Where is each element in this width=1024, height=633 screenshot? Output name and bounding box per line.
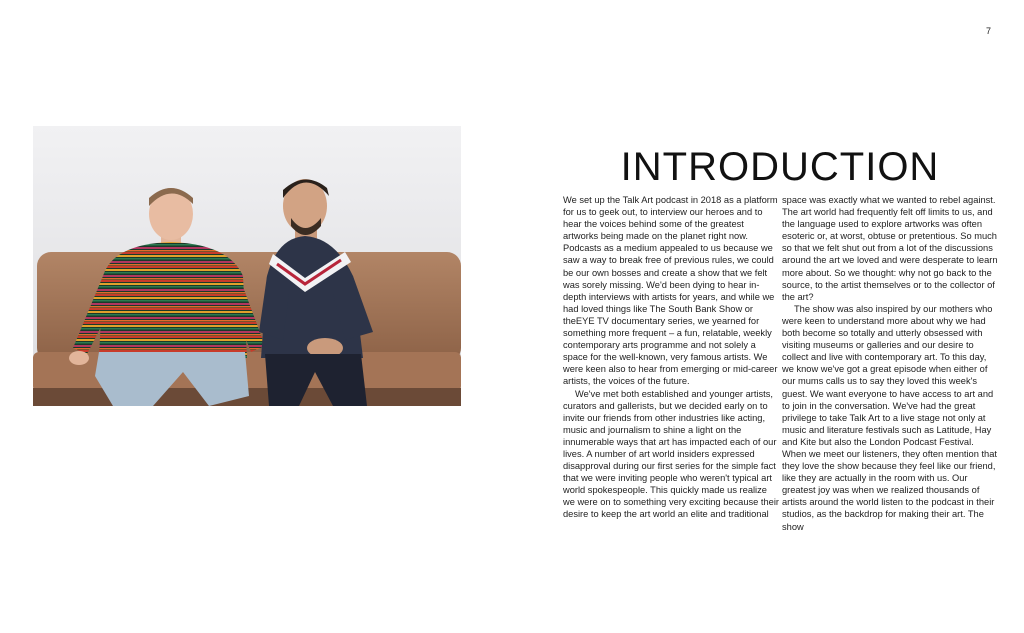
text-column-left: [563, 194, 779, 521]
page-title: INTRODUCTION: [620, 144, 940, 189]
text-column-right: [782, 194, 998, 533]
paragraph: We set up the Talk Art podcast in 2018 as a platform for us to geek out, to interview our heroes and to hear the voices behind some of the greatest artworks being made on the planet right now. Podcasts as a medium appealed to us because we saw a way to break free of previous rules, we could be our own bosses and create a show that we felt was sorely missing. We'd been dying to hear in-depth interviews with artists for years, and while we had loved things like The South Bank Show or theEYE TV documentary series, we yearned for something more frequent – a fun, relatable, weekly contemporary arts programme and not solely a space for the well-known, very famous artists. We were keen also to hear from emerging or mid-career artists, the voices of the future.: [563, 195, 778, 387]
paragraph: The show was also inspired by our mothers who were keen to understand more about why we had both become so totally and utterly obsessed with visiting museums or galleries and our desire to collect and live with contemporary art. To this day, we know we've got a great episode when either of our mums calls us to say they loved this week's guest. We want everyone to have access to art and to join in the conversation. We've had the great privilege to take Talk Art to a live stage not only at music and literature festivals such as Latitude, Hay and Kite but also the London Podcast Festival. When we meet our listeners, they often mention that they love the show because they feel like our friend, like they are actually in the room with us. Our greatest joy was when we realized thousands of artists around the world listen to the podcast in their studios, as the backdrop for making their art. The show: [782, 303, 997, 532]
paragraph: We've met both established and younger artists, curators and gallerists, but we decided early on to invite our friends from other industries like acting, music and journalism to shine a light on the innumerable ways that art has impacted each of our lives. A number of art world insiders expressed disapproval during our first series for the simple fact that we were inviting people who weren't typical art world spokespeople. This quickly made us realize we were on to something very exciting because their desire to keep the art world an elite and traditional: [563, 388, 780, 520]
page-number: 7: [986, 26, 992, 36]
hosts-photo-illustration: [33, 126, 461, 406]
hosts-photo: [33, 126, 461, 406]
paragraph: space was exactly what we wanted to rebel against. The art world had frequently felt off limits to us, and the language used to explore artworks was often esoteric or, at worst, obtuse or pretentious. So much so that we felt shut out from a lot of the discussions around the art we loved and were desperate to learn more about. So we thought: why not go back to the source, to the artist themselves or to the collector of the art?: [782, 195, 998, 302]
